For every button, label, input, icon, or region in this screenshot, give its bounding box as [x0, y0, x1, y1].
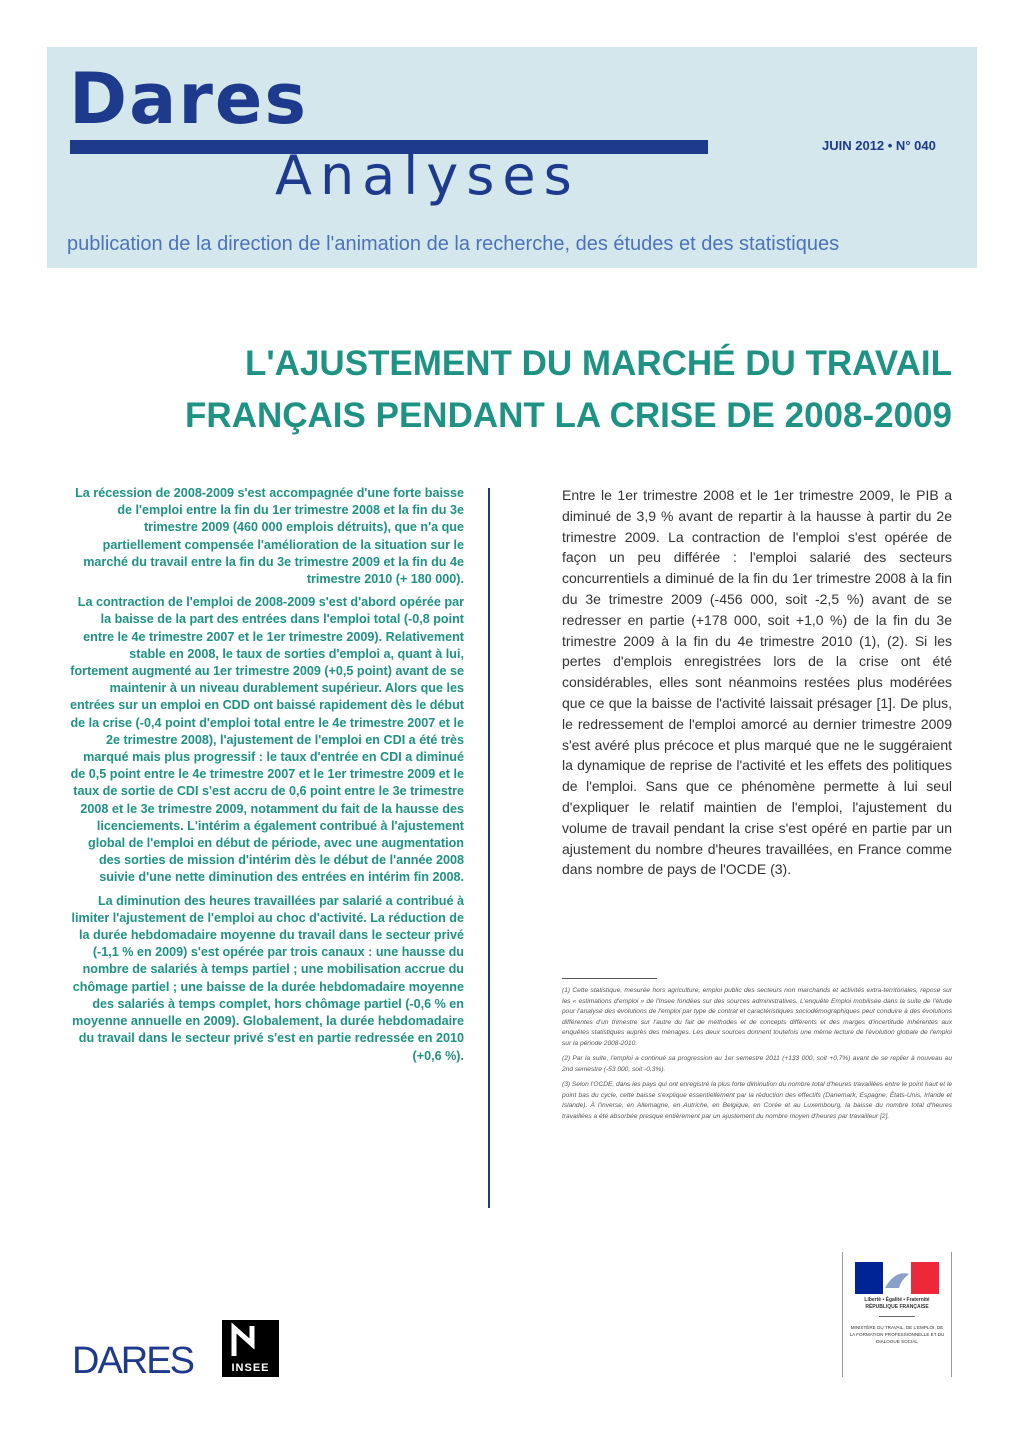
republique-francaise-label	[843, 1297, 951, 1311]
issue-number: JUIN 2012 • N° 040	[822, 138, 936, 153]
footnote-1: (1) Cette statistique, mesurée hors agriculture, emploi public des secteurs non marchands et activités extra-territoriales, repose sur les « estimations d'emploi » de l'Insee fondées sur des sources administratives. L'enquête Emploi mobilisée dans la suite de l'étude pour l'analyse des évolutions de l'emploi par type de contrat et caractéristiques sociodémographiques peut conduire à des évolutions différentes d'un trimestre sur l'autre du fait de méthodes et de concepts différents et des marges d'incertitude inhérentes aux enquêtes statistiques auprès des ménages. Les deux sources donnent toutefois une même lecture de l'évolution globale de l'emploi sur la période 2008-2010.	[562, 987, 952, 1047]
ministry-logo	[842, 1252, 952, 1377]
column-divider	[488, 488, 490, 1208]
marianne-flag-icon	[855, 1262, 939, 1294]
footnote-3: (3) Selon l'OCDE, dans les pays qui ont enregistré la plus forte diminution du nombre total d'heures travaillées entre le point haut et le point bas du cycle, cette baisse s'explique essentiellement par la réduction des effectifs (Danemark, Espagne, États-Unis, Irlande et Islande). À l'inverse, en Allemagne, en Autriche, en Belgique, en Corée et au Luxembourg, la baisse du nombre total d'heures travaillées a été absorbée presque entièrement par un ajustement du nombre moyen d'heures par travailleur [2].	[562, 1081, 952, 1120]
abstract-paragraph-1: La récession de 2008-2009 s'est accompagnée d'une forte baisse de l'emploi entre la fin du 1er trimestre 2008 et la fin du 3e trimestre 2009 (460 000 emplois détruits), que n'a que partiellement compensée l'amélioration de la situation sur le marché du travail entre la fin du 3e trimestre 2009 et la fin du 4e trimestre 2010 (+ 180 000).	[75, 486, 464, 587]
article-title-line1: L'AJUSTEMENT DU MARCHÉ DU TRAVAIL	[244, 344, 952, 383]
body-column	[562, 485, 952, 880]
insee-logo-text: INSEE	[231, 1362, 270, 1374]
rf-name: RÉPUBLIQUE FRANÇAISE	[865, 1304, 929, 1310]
footnote-2: (2) Par la suite, l'emploi a continué sa progression au 1er semestre 2011 (+133 000, soit +0,7%) avant de se replier à nouveau au 2nd semestre (-53 000, soit -0,3%).	[562, 1055, 952, 1073]
rf-motto: Liberté • Égalité • Fraternité	[864, 1297, 930, 1303]
abstract	[70, 485, 464, 1071]
flag-blue-band	[855, 1262, 883, 1294]
ministry-divider	[879, 1316, 915, 1317]
insee-logo	[222, 1320, 279, 1377]
footnotes	[562, 986, 952, 1127]
article-title-line2: FRANÇAIS PENDANT LA CRISE DE 2008-2009	[185, 396, 952, 435]
article-title	[185, 338, 952, 442]
insee-logo-mark	[222, 1320, 279, 1360]
ministry-name: MINISTÈRE DU TRAVAIL, DE L'EMPLOI, DE LA FORMATION PROFESSIONNELLE ET DU DIALOGUE SOCIAL	[849, 1325, 945, 1344]
flag-red-band	[911, 1262, 939, 1294]
header-banner	[47, 47, 977, 268]
abstract-paragraph-3: La diminution des heures travaillées par salarié a contribué à limiter l'ajustement de l'emploi au choc d'activité. La réduction de la durée hebdomadaire moyenne du travail dans le secteur privé (-1,1 % en 2009) s'est opérée par trois canaux : une hausse du nombre de salariés à temps partiel ; une mobilisation accrue du chômage partiel ; une baisse de la durée hebdomadaire moyenne des salariés à temps complet, hors chômage partiel (-0,6 % en moyenne annuelle en 2009). Globalement, la durée hebdomadaire du travail dans le secteur privé s'est en partie redressée en 2010 (+0,6 %).	[71, 893, 464, 1063]
abstract-paragraph-2: La contraction de l'emploi de 2008-2009 s'est d'abord opérée par la baisse de la part des entrées dans l'emploi total (-0,8 point entre le 4e trimestre 2007 et le 1er trimestre 2009). Relativement stable en 2008, le taux de sorties d'emploi a, quant à lui, fortement augmenté au 1er trimestre 2009 (+0,5 point) avant de se maintenir à un niveau durablement supérieur. Alors que les entrées sur un emploi en CDD ont baissé rapidement dès le début de la crise (-0,4 point d'emploi total entre le 4e trimestre 2007 et le 2e trimestre 2008), l'ajustement de l'emploi en CDI a été très marqué mais plus progressif : le taux d'entrée en CDI a diminué de 0,5 point entre le 4e trimestre 2007 et le 1er trimestre 2009 et le taux de sortie de CDI s'est accru de 0,6 point entre le 3e trimestre 2008 et le 3e trimestre 2009, notamment du fait de la hausse des licenciements. L'intérim a également contribué à l'ajustement global de l'emploi en début de période, avec une augmentation des sorties de mission d'intérim dès le début de l'année 2008 suivie d'une nette diminution des entrées en intérim fin 2008.	[70, 595, 464, 885]
dares-wordmark: Dares	[69, 58, 309, 140]
dares-logo: DARES	[72, 1340, 193, 1382]
publication-tagline: publication de la direction de l'animation de la recherche, des études et des statistiques	[67, 233, 840, 255]
analyses-wordmark: Analyses	[275, 144, 580, 207]
footnote-rule	[562, 978, 657, 979]
body-paragraph: Entre le 1er trimestre 2008 et le 1er trimestre 2009, le PIB a diminué de 3,9 % avant de repartir à la hausse à partir du 2e trimestre 2009. La contraction de l'emploi s'est opérée de façon un peu différée : l'emploi salarié des secteurs concurrentiels a diminué de la fin du 1er trimestre 2008 à la fin du 3e trimestre 2009 (-456 000, soit -2,5 %) avant de se redresser en partie (+178 000, soit +1,0 %) de la fin du 3e trimestre 2009 à la fin du 4e trimestre 2010 (1), (2). Si les pertes d'emplois enregistrées lors de la crise ont été considérables, elles sont néanmoins restées plus modérées que ce que la baisse de l'activité laissait présager [1]. De plus, le redressement de l'emploi amorcé au dernier trimestre 2009 s'est avéré plus précoce et plus marqué que ne le suggéraient la dynamique de reprise de l'activité et les effets des politiques de l'emploi. Sans que ce phénomène permette à lui seul d'expliquer le relatif maintien de l'emploi, l'ajustement du volume de travail pendant la crise s'est opéré en partie par un ajustement du nombre d'heures travaillées, en France comme dans nombre de pays de l'OCDE (3).	[562, 487, 952, 878]
